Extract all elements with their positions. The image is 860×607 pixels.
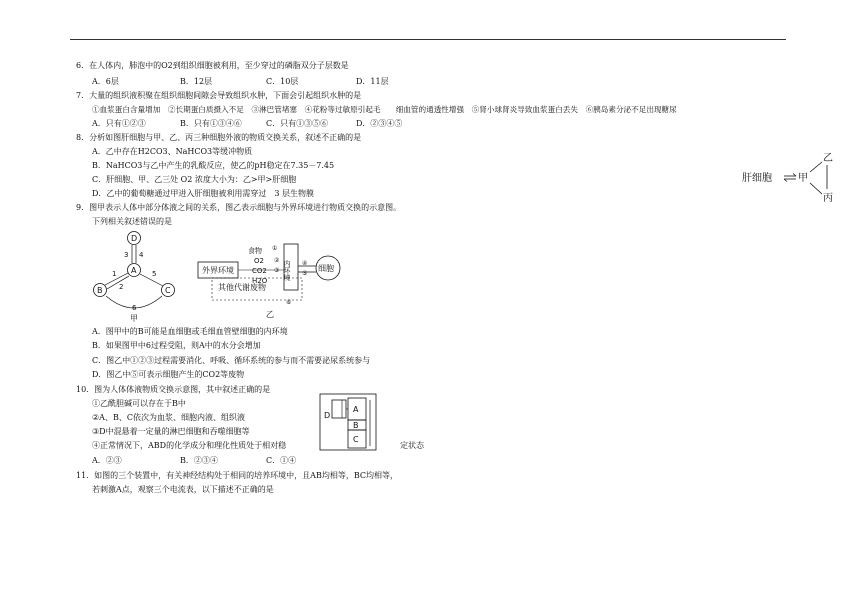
q10-statement-2: ②A、B、C依次为血浆、细胞内液、组织液 [92,413,245,422]
q10-figure [318,390,380,454]
q7-option-d: D．②③④⑤ [356,119,403,128]
q10-statement-4-tail: 定状态 [400,441,424,450]
q9-jia-label-6: 6 [132,304,137,312]
q11-stem-line2: 若刺激A点，观察三个电流表，以下描述不正确的是 [92,485,274,494]
q9-yi-inner-env: 内环境 [283,260,291,281]
q9-yi-co2: CO2 [252,267,267,275]
q8-fig-bing: 丙 [823,193,833,204]
q9-yi-external-env: 外界环境 [202,266,234,275]
q9-stem-line1: 9．图甲表示人体中部分体液之间的关系，图乙表示细胞与外界环境进行物质交换的示意图。 [76,203,402,212]
q9-yi-waste: 其他代谢废物 [218,283,266,292]
q9-stem-line2: 下列相关叙述错误的是 [92,217,172,226]
q8-option-c: C．肝细胞、甲、乙三处 O2 浓度大小为：乙>甲>肝细胞 [92,175,297,184]
q10-option-b: B．②③④ [180,456,218,465]
q9-jia-label-4: 4 [139,251,144,259]
q9-yi-caption: 乙 [266,310,274,319]
q9-jia-label-2: 2 [119,283,124,291]
q9-figure-yi [190,238,358,318]
q7-option-a: A．只有①②③ [92,119,146,128]
q9-yi-circle-3: ③ [274,267,280,274]
q10-statement-1: ①乙酰胆碱可以存在于B中 [92,399,186,408]
q9-jia-label-3: 3 [124,251,129,259]
q9-yi-circle-6: ⑥ [286,299,292,306]
q8-fig-liver-cell: 肝细胞 [742,173,772,184]
q8-stem: 8．分析如图肝细胞与甲、乙、丙三种细胞外液的物质交换关系，叙述不正确的是 [76,133,362,142]
q10-fig-d: D [324,411,331,420]
q6-option-c: C．10层 [266,77,299,86]
q9-yi-cell: 细胞 [318,264,334,273]
q9-yi-circle-5: ⑤ [302,270,308,277]
q7-stem: 7．大量的组织液积聚在组织细胞间隙会导致组织水肿，下面会引起组织水肿的是 [76,91,362,100]
q9-yi-circle-4: ④ [302,260,308,267]
q6-option-d: D．11层 [356,77,389,86]
q9-option-d: D．图乙中⑤可表示细胞产生的CO2等废物 [92,370,245,379]
q8-option-d: D．乙中的葡萄糖通过甲进入肝细胞被利用需穿过 3 层生物膜 [92,189,315,198]
q7-option-b: B．只有①③④⑥ [180,119,242,128]
q8-fig-jia: 甲 [798,173,808,184]
q9-jia-caption: 甲 [130,314,138,323]
q9-option-a: A．图甲中的B可能是血细胞或毛细血管壁细胞的内环境 [92,327,288,336]
q10-statement-4: ④正常情况下，ABD的化学成分和理化性质处于相对稳 [92,441,287,450]
q10-fig-c: C [353,435,359,444]
q9-jia-node-d: D [131,234,138,243]
q11-stem-line1: 11．如图的三个装置中，有关神经结构处于相同的培养环境中，且AB均相等，BC均相等， [76,471,398,480]
q10-statement-3: ③D中混悬着一定量的淋巴细胞和吞噬细胞等 [92,427,250,436]
q10-option-a: A．②③ [92,456,122,465]
q9-figure-jia [88,228,188,323]
q9-yi-circle-1: ① [272,245,278,252]
q8-figure [740,150,840,206]
q9-option-c: C．图乙中①②③过程需要消化、呼吸、循环系统的参与而不需要泌尿系统参与 [92,356,371,365]
q8-option-a: A．乙中存在H2CO3、NaHCO3等缓冲物质 [92,147,253,156]
q9-yi-o2: O2 [254,257,264,265]
q9-jia-node-c: C [165,286,171,295]
q9-yi-h2o: H2O [252,277,268,285]
q9-yi-food: 食物 [248,247,262,255]
q9-option-b: B．如果图甲中6过程受阻，则A中的水分会增加 [92,341,261,350]
q8-option-b: B．NaHCO3与乙中产生的乳酸反应，使乙的pH稳定在7.35－7.45 [92,161,335,170]
q8-fig-yi: 乙 [823,153,833,164]
q10-fig-b: B [353,421,359,430]
q9-jia-node-b: B [97,286,103,295]
q9-jia-node-a: A [131,266,137,275]
q7-option-c: C．只有①③⑤⑥ [266,119,329,128]
q6-stem: 6．在人体内，肺泡中的O2到组织细胞被利用，至少穿过的磷脂双分子层数是 [76,61,349,70]
q9-jia-label-5: 5 [152,270,157,278]
q10-option-c: C．①④ [266,456,297,465]
q6-option-b: B．12层 [180,77,213,86]
q10-stem: 10．图为人体体液物质交换示意图，其中叙述正确的是 [76,385,271,394]
q9-yi-circle-2: ② [274,257,280,264]
q10-fig-a: A [353,405,359,414]
q7-statements: ①血浆蛋白含量增加 ②长期蛋白质摄入不足 ③淋巴管堵塞 ④花粉等过敏原引起毛 细血管的通透性增强 ⑤肾小球肾炎导致血浆蛋白丢失 ⑥胰岛素分泌不足出现糖尿 [92,105,677,114]
q6-option-a: A．6层 [92,77,119,86]
q9-jia-label-1: 1 [112,270,117,278]
header-rule [70,39,786,40]
